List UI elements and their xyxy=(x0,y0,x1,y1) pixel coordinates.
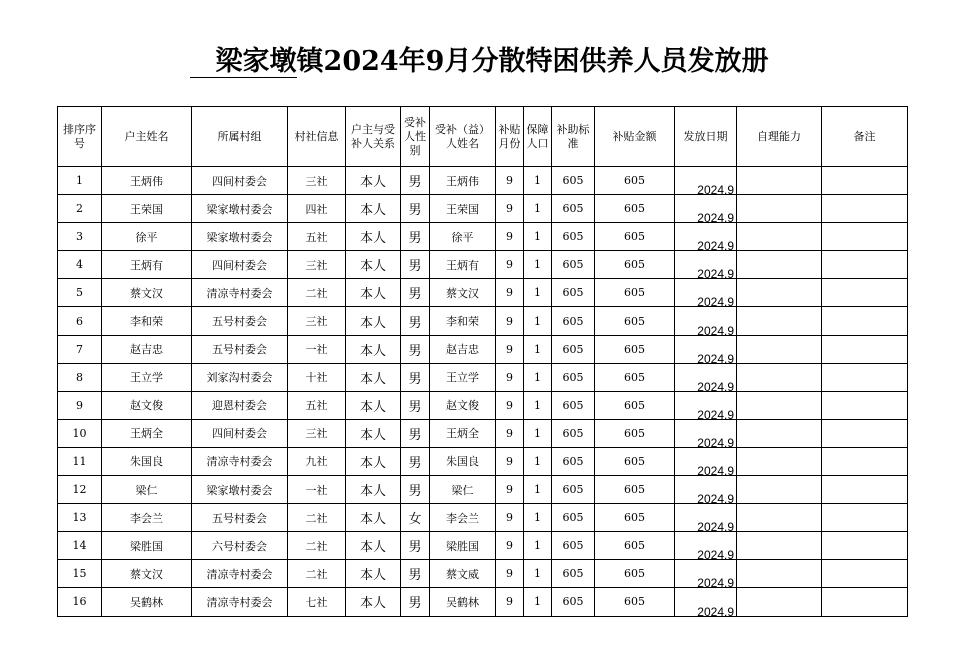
cell-persons: 1 xyxy=(524,560,552,588)
cell-date xyxy=(675,279,737,307)
cell-recipient: 朱国良 xyxy=(430,447,496,475)
cell-persons: 1 xyxy=(524,279,552,307)
cell-household-head: 赵吉忠 xyxy=(102,335,192,363)
cell-relation: 本人 xyxy=(346,532,401,560)
cell-village: 五号村委会 xyxy=(192,335,288,363)
cell-recipient: 徐平 xyxy=(430,223,496,251)
cell-selfcare xyxy=(737,447,822,475)
cell-household-head: 蔡文汉 xyxy=(102,279,192,307)
header-group: 村社信息 xyxy=(288,107,346,167)
cell-date xyxy=(675,363,737,391)
cell-relation: 本人 xyxy=(346,307,401,335)
cell-relation: 本人 xyxy=(346,363,401,391)
cell-persons: 1 xyxy=(524,167,552,195)
cell-recipient: 梁胜国 xyxy=(430,532,496,560)
table-row xyxy=(58,167,908,195)
date-value: 2024.9 xyxy=(697,267,734,279)
cell-village: 梁家墩村委会 xyxy=(192,476,288,504)
cell-group: 十社 xyxy=(288,363,346,391)
header-date: 发放日期 xyxy=(675,107,737,167)
cell-selfcare xyxy=(737,391,822,419)
cell-relation: 本人 xyxy=(346,335,401,363)
cell-remark xyxy=(822,223,908,251)
cell-group: 一社 xyxy=(288,476,346,504)
table-row xyxy=(58,476,908,504)
date-value: 2024.9 xyxy=(697,407,734,420)
cell-serial: 10 xyxy=(58,419,102,447)
cell-amount: 605 xyxy=(595,251,675,279)
cell-village: 迎恩村委会 xyxy=(192,391,288,419)
cell-persons: 1 xyxy=(524,251,552,279)
cell-household-head: 赵文俊 xyxy=(102,391,192,419)
cell-recipient: 赵文俊 xyxy=(430,391,496,419)
cell-group: 二社 xyxy=(288,504,346,532)
cell-village: 清凉寺村委会 xyxy=(192,588,288,616)
date-value: 2024.9 xyxy=(697,435,734,448)
cell-gender: 男 xyxy=(401,223,430,251)
cell-remark xyxy=(822,167,908,195)
cell-group: 二社 xyxy=(288,532,346,560)
cell-amount: 605 xyxy=(595,532,675,560)
date-value: 2024.9 xyxy=(697,464,734,476)
date-value: 2024.9 xyxy=(697,295,734,307)
cell-household-head: 王立学 xyxy=(102,363,192,391)
cell-selfcare xyxy=(737,419,822,447)
cell-amount: 605 xyxy=(595,279,675,307)
cell-household-head: 王炳伟 xyxy=(102,167,192,195)
table-row xyxy=(58,335,908,363)
cell-group: 三社 xyxy=(288,251,346,279)
cell-standard: 605 xyxy=(552,447,595,475)
cell-gender: 男 xyxy=(401,532,430,560)
cell-relation: 本人 xyxy=(346,195,401,223)
date-value: 2024.9 xyxy=(697,211,734,223)
cell-standard: 605 xyxy=(552,279,595,307)
header-relation: 户主与受补人关系 xyxy=(346,107,401,167)
cell-recipient: 蔡文汉 xyxy=(430,279,496,307)
table-row xyxy=(58,223,908,251)
cell-household-head: 梁胜国 xyxy=(102,532,192,560)
cell-remark xyxy=(822,251,908,279)
cell-amount: 605 xyxy=(595,476,675,504)
date-value: 2024.9 xyxy=(697,379,734,392)
cell-gender: 男 xyxy=(401,363,430,391)
cell-gender: 男 xyxy=(401,419,430,447)
cell-standard: 605 xyxy=(552,251,595,279)
title-text: 镇2024年9月分散特困供养人员发放册 xyxy=(296,46,769,77)
document-title xyxy=(0,46,958,78)
cell-serial: 3 xyxy=(58,223,102,251)
cell-amount: 605 xyxy=(595,391,675,419)
cell-persons: 1 xyxy=(524,307,552,335)
cell-selfcare xyxy=(737,476,822,504)
cell-household-head: 王炳有 xyxy=(102,251,192,279)
cell-gender: 男 xyxy=(401,195,430,223)
table-row xyxy=(58,363,908,391)
cell-village: 清凉寺村委会 xyxy=(192,447,288,475)
cell-village: 梁家墩村委会 xyxy=(192,195,288,223)
date-value: 2024.9 xyxy=(697,183,734,195)
cell-village: 五号村委会 xyxy=(192,307,288,335)
cell-standard: 605 xyxy=(552,560,595,588)
cell-village: 五号村委会 xyxy=(192,504,288,532)
cell-persons: 1 xyxy=(524,223,552,251)
cell-date xyxy=(675,167,737,195)
table-row xyxy=(58,251,908,279)
cell-recipient: 蔡文威 xyxy=(430,560,496,588)
cell-recipient: 赵吉忠 xyxy=(430,335,496,363)
cell-standard: 605 xyxy=(552,588,595,616)
table-row xyxy=(58,447,908,475)
cell-persons: 1 xyxy=(524,532,552,560)
date-value: 2024.9 xyxy=(697,351,734,364)
cell-household-head: 朱国良 xyxy=(102,447,192,475)
cell-date xyxy=(675,588,737,616)
cell-selfcare xyxy=(737,307,822,335)
cell-month: 9 xyxy=(496,504,524,532)
cell-village: 清凉寺村委会 xyxy=(192,560,288,588)
cell-gender: 男 xyxy=(401,335,430,363)
cell-amount: 605 xyxy=(595,223,675,251)
cell-relation: 本人 xyxy=(346,279,401,307)
header-selfcare: 自理能力 xyxy=(737,107,822,167)
cell-remark xyxy=(822,504,908,532)
date-value: 2024.9 xyxy=(697,492,734,504)
cell-gender: 男 xyxy=(401,167,430,195)
cell-gender: 男 xyxy=(401,279,430,307)
date-value: 2024.9 xyxy=(697,323,734,336)
cell-serial: 15 xyxy=(58,560,102,588)
cell-remark xyxy=(822,279,908,307)
cell-standard: 605 xyxy=(552,419,595,447)
cell-household-head: 吴鹤林 xyxy=(102,588,192,616)
cell-village: 刘家沟村委会 xyxy=(192,363,288,391)
cell-selfcare xyxy=(737,560,822,588)
date-value: 2024.9 xyxy=(697,576,734,588)
cell-remark xyxy=(822,560,908,588)
cell-village: 六号村委会 xyxy=(192,532,288,560)
cell-recipient: 王荣国 xyxy=(430,195,496,223)
cell-serial: 8 xyxy=(58,363,102,391)
table-body xyxy=(58,167,908,617)
cell-household-head: 徐平 xyxy=(102,223,192,251)
cell-date xyxy=(675,532,737,560)
table-row xyxy=(58,419,908,447)
date-value: 2024.9 xyxy=(697,604,734,616)
table-row xyxy=(58,532,908,560)
cell-household-head: 王炳全 xyxy=(102,419,192,447)
cell-gender: 男 xyxy=(401,251,430,279)
cell-standard: 605 xyxy=(552,223,595,251)
disbursement-table xyxy=(57,106,908,617)
cell-gender: 男 xyxy=(401,391,430,419)
header-row xyxy=(58,107,908,167)
cell-remark xyxy=(822,391,908,419)
cell-month: 9 xyxy=(496,419,524,447)
cell-serial: 14 xyxy=(58,532,102,560)
header-village: 所属村组 xyxy=(192,107,288,167)
cell-month: 9 xyxy=(496,363,524,391)
cell-selfcare xyxy=(737,251,822,279)
cell-relation: 本人 xyxy=(346,251,401,279)
cell-group: 七社 xyxy=(288,588,346,616)
header-month: 补贴月份 xyxy=(496,107,524,167)
cell-village: 四间村委会 xyxy=(192,419,288,447)
cell-amount: 605 xyxy=(595,195,675,223)
cell-amount: 605 xyxy=(595,363,675,391)
cell-group: 二社 xyxy=(288,560,346,588)
cell-household-head: 蔡文汉 xyxy=(102,560,192,588)
cell-serial: 7 xyxy=(58,335,102,363)
cell-month: 9 xyxy=(496,560,524,588)
cell-month: 9 xyxy=(496,223,524,251)
header-gender: 受补人性别 xyxy=(401,107,430,167)
header-household-head: 户主姓名 xyxy=(102,107,192,167)
cell-amount: 605 xyxy=(595,504,675,532)
header-persons: 保障人口 xyxy=(524,107,552,167)
cell-relation: 本人 xyxy=(346,167,401,195)
cell-selfcare xyxy=(737,532,822,560)
table-row xyxy=(58,560,908,588)
cell-relation: 本人 xyxy=(346,588,401,616)
cell-serial: 6 xyxy=(58,307,102,335)
cell-gender: 男 xyxy=(401,447,430,475)
cell-amount: 605 xyxy=(595,447,675,475)
cell-date xyxy=(675,223,737,251)
cell-standard: 605 xyxy=(552,363,595,391)
cell-household-head: 王荣国 xyxy=(102,195,192,223)
cell-date xyxy=(675,251,737,279)
cell-recipient: 王炳全 xyxy=(430,419,496,447)
cell-date xyxy=(675,504,737,532)
cell-remark xyxy=(822,363,908,391)
cell-village: 清凉寺村委会 xyxy=(192,279,288,307)
cell-standard: 605 xyxy=(552,391,595,419)
cell-recipient: 李会兰 xyxy=(430,504,496,532)
cell-persons: 1 xyxy=(524,476,552,504)
cell-recipient: 王炳有 xyxy=(430,251,496,279)
cell-persons: 1 xyxy=(524,504,552,532)
table-row xyxy=(58,195,908,223)
cell-month: 9 xyxy=(496,251,524,279)
cell-persons: 1 xyxy=(524,447,552,475)
cell-standard: 605 xyxy=(552,307,595,335)
cell-month: 9 xyxy=(496,167,524,195)
cell-serial: 2 xyxy=(58,195,102,223)
cell-remark xyxy=(822,532,908,560)
cell-date xyxy=(675,195,737,223)
cell-household-head: 李会兰 xyxy=(102,504,192,532)
cell-group: 五社 xyxy=(288,223,346,251)
cell-date xyxy=(675,391,737,419)
cell-serial: 13 xyxy=(58,504,102,532)
cell-amount: 605 xyxy=(595,335,675,363)
cell-recipient: 李和荣 xyxy=(430,307,496,335)
cell-selfcare xyxy=(737,279,822,307)
table-row xyxy=(58,504,908,532)
cell-selfcare xyxy=(737,335,822,363)
cell-remark xyxy=(822,419,908,447)
cell-standard: 605 xyxy=(552,504,595,532)
cell-recipient: 王炳伟 xyxy=(430,167,496,195)
cell-serial: 4 xyxy=(58,251,102,279)
cell-group: 三社 xyxy=(288,167,346,195)
cell-date xyxy=(675,307,737,335)
cell-group: 三社 xyxy=(288,307,346,335)
cell-relation: 本人 xyxy=(346,504,401,532)
cell-month: 9 xyxy=(496,279,524,307)
header-serial: 排序序号 xyxy=(58,107,102,167)
cell-relation: 本人 xyxy=(346,223,401,251)
header-recipient: 受补（益）人姓名 xyxy=(430,107,496,167)
cell-persons: 1 xyxy=(524,419,552,447)
cell-standard: 605 xyxy=(552,476,595,504)
cell-serial: 16 xyxy=(58,588,102,616)
cell-month: 9 xyxy=(496,335,524,363)
cell-gender: 男 xyxy=(401,307,430,335)
date-value: 2024.9 xyxy=(697,239,734,251)
cell-date xyxy=(675,447,737,475)
cell-month: 9 xyxy=(496,588,524,616)
cell-group: 五社 xyxy=(288,391,346,419)
cell-group: 二社 xyxy=(288,279,346,307)
cell-group: 一社 xyxy=(288,335,346,363)
cell-remark xyxy=(822,588,908,616)
cell-persons: 1 xyxy=(524,391,552,419)
cell-remark xyxy=(822,307,908,335)
cell-recipient: 梁仁 xyxy=(430,476,496,504)
cell-household-head: 梁仁 xyxy=(102,476,192,504)
cell-date xyxy=(675,419,737,447)
cell-remark xyxy=(822,476,908,504)
cell-month: 9 xyxy=(496,391,524,419)
cell-selfcare xyxy=(737,195,822,223)
cell-standard: 605 xyxy=(552,532,595,560)
cell-relation: 本人 xyxy=(346,476,401,504)
header-remark: 备注 xyxy=(822,107,908,167)
cell-month: 9 xyxy=(496,307,524,335)
cell-group: 四社 xyxy=(288,195,346,223)
title-town-name: 梁家墩 xyxy=(190,47,297,78)
cell-amount: 605 xyxy=(595,560,675,588)
cell-serial: 5 xyxy=(58,279,102,307)
cell-amount: 605 xyxy=(595,588,675,616)
cell-persons: 1 xyxy=(524,335,552,363)
cell-remark xyxy=(822,335,908,363)
table-header xyxy=(58,107,908,167)
cell-gender: 男 xyxy=(401,560,430,588)
cell-selfcare xyxy=(737,167,822,195)
cell-persons: 1 xyxy=(524,588,552,616)
cell-group: 九社 xyxy=(288,447,346,475)
cell-recipient: 吴鹤林 xyxy=(430,588,496,616)
cell-relation: 本人 xyxy=(346,447,401,475)
cell-selfcare xyxy=(737,223,822,251)
cell-relation: 本人 xyxy=(346,391,401,419)
cell-village: 四间村委会 xyxy=(192,251,288,279)
cell-date xyxy=(675,560,737,588)
cell-month: 9 xyxy=(496,532,524,560)
cell-gender: 男 xyxy=(401,476,430,504)
cell-serial: 9 xyxy=(58,391,102,419)
cell-village: 四间村委会 xyxy=(192,167,288,195)
cell-month: 9 xyxy=(496,476,524,504)
cell-amount: 605 xyxy=(595,419,675,447)
table-row xyxy=(58,391,908,419)
cell-gender: 男 xyxy=(401,588,430,616)
cell-relation: 本人 xyxy=(346,419,401,447)
header-amount: 补贴金额 xyxy=(595,107,675,167)
cell-standard: 605 xyxy=(552,167,595,195)
cell-date xyxy=(675,335,737,363)
cell-recipient: 王立学 xyxy=(430,363,496,391)
cell-month: 9 xyxy=(496,195,524,223)
table-row xyxy=(58,279,908,307)
cell-gender: 女 xyxy=(401,504,430,532)
cell-persons: 1 xyxy=(524,363,552,391)
cell-month: 9 xyxy=(496,447,524,475)
cell-remark xyxy=(822,447,908,475)
cell-household-head: 李和荣 xyxy=(102,307,192,335)
cell-amount: 605 xyxy=(595,167,675,195)
table-row xyxy=(58,588,908,616)
cell-village: 梁家墩村委会 xyxy=(192,223,288,251)
cell-standard: 605 xyxy=(552,335,595,363)
cell-persons: 1 xyxy=(524,195,552,223)
header-standard: 补助标准 xyxy=(552,107,595,167)
cell-serial: 12 xyxy=(58,476,102,504)
cell-selfcare xyxy=(737,588,822,616)
cell-amount: 605 xyxy=(595,307,675,335)
cell-serial: 1 xyxy=(58,167,102,195)
cell-selfcare xyxy=(737,363,822,391)
table-row xyxy=(58,307,908,335)
cell-remark xyxy=(822,195,908,223)
date-value: 2024.9 xyxy=(697,520,734,532)
cell-serial: 11 xyxy=(58,447,102,475)
cell-standard: 605 xyxy=(552,195,595,223)
cell-relation: 本人 xyxy=(346,560,401,588)
cell-date xyxy=(675,476,737,504)
date-value: 2024.9 xyxy=(697,548,734,560)
cell-selfcare xyxy=(737,504,822,532)
cell-group: 三社 xyxy=(288,419,346,447)
